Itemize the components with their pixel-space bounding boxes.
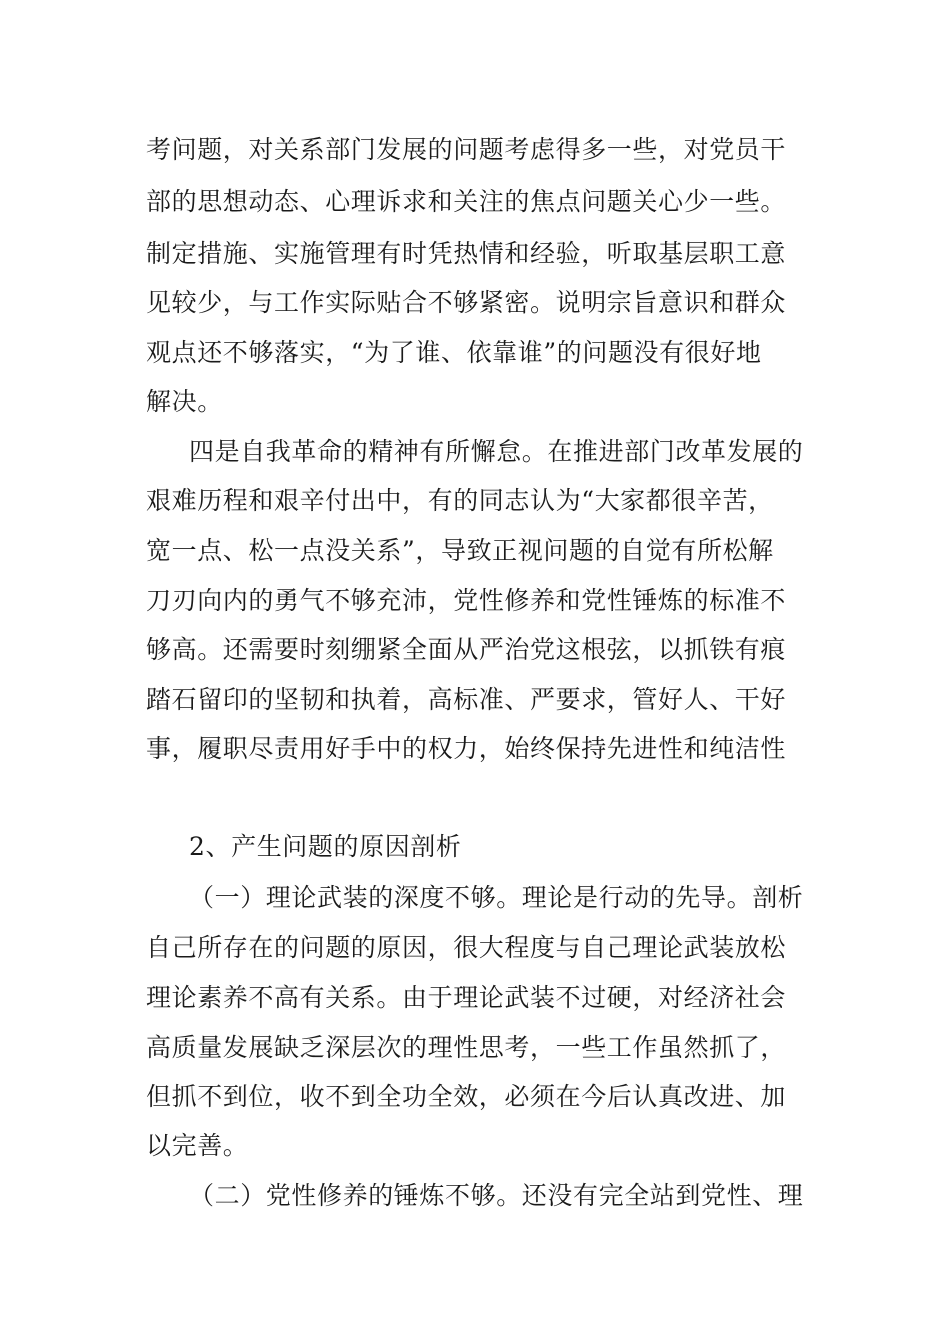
text-line: 刀刃向内的勇气不够充沛，党性修养和党性锤炼的标准不 — [146, 586, 787, 615]
text-line: 考问题，对关系部门发展的问题考虑得多一些，对党员干 — [146, 135, 787, 164]
text-line: 高质量发展缺乏深层次的理性思考，一些工作虽然抓了， — [146, 1033, 787, 1062]
text-line: 见较少，与工作实际贴合不够紧密。说明宗旨意识和群众 — [146, 288, 787, 317]
text-line: 宽一点、松一点没关系”，导致正视问题的自觉有所松解 — [146, 536, 774, 565]
text-line: 自己所存在的问题的原因，很大程度与自己理论武装放松 — [146, 933, 787, 962]
text-line: 够高。还需要时刻绷紧全面从严治党这根弦，以抓铁有痕 — [146, 635, 787, 664]
paragraph-start-line: 四是自我革命的精神有所懈怠。在推进部门改革发展的 — [189, 437, 804, 466]
text-line: 踏石留印的坚韧和执着，高标准、严要求，管好人、干好 — [146, 685, 787, 714]
text-line: 艰难历程和艰辛付出中，有的同志认为“大家都很辛苦， — [146, 486, 774, 515]
text-line: 部的思想动态、心理诉求和关注的焦点问题关心少一些。 — [146, 187, 787, 216]
text-line: 以完善。 — [146, 1131, 249, 1160]
text-line: 解决。 — [146, 387, 223, 416]
paragraph-start-line: （二）党性修养的锤炼不够。还没有完全站到党性、理 — [189, 1181, 804, 1210]
paragraph-start-line: （一）理论武装的深度不够。理论是行动的先导。剖析 — [189, 883, 804, 912]
section-heading: 2、产生问题的原因剖析 — [189, 832, 462, 861]
text-line: 但抓不到位，收不到全功全效，必须在今后认真改进、加 — [146, 1082, 787, 1111]
text-line: 事，履职尽责用好手中的权力，始终保持先进性和纯洁性 — [146, 734, 787, 763]
text-line: 观点还不够落实，“为了谁、依靠谁”的问题没有很好地 — [146, 338, 762, 367]
text-line: 制定措施、实施管理有时凭热情和经验，听取基层职工意 — [146, 239, 787, 268]
text-line: 理论素养不高有关系。由于理论武装不过硬，对经济社会 — [146, 983, 787, 1012]
